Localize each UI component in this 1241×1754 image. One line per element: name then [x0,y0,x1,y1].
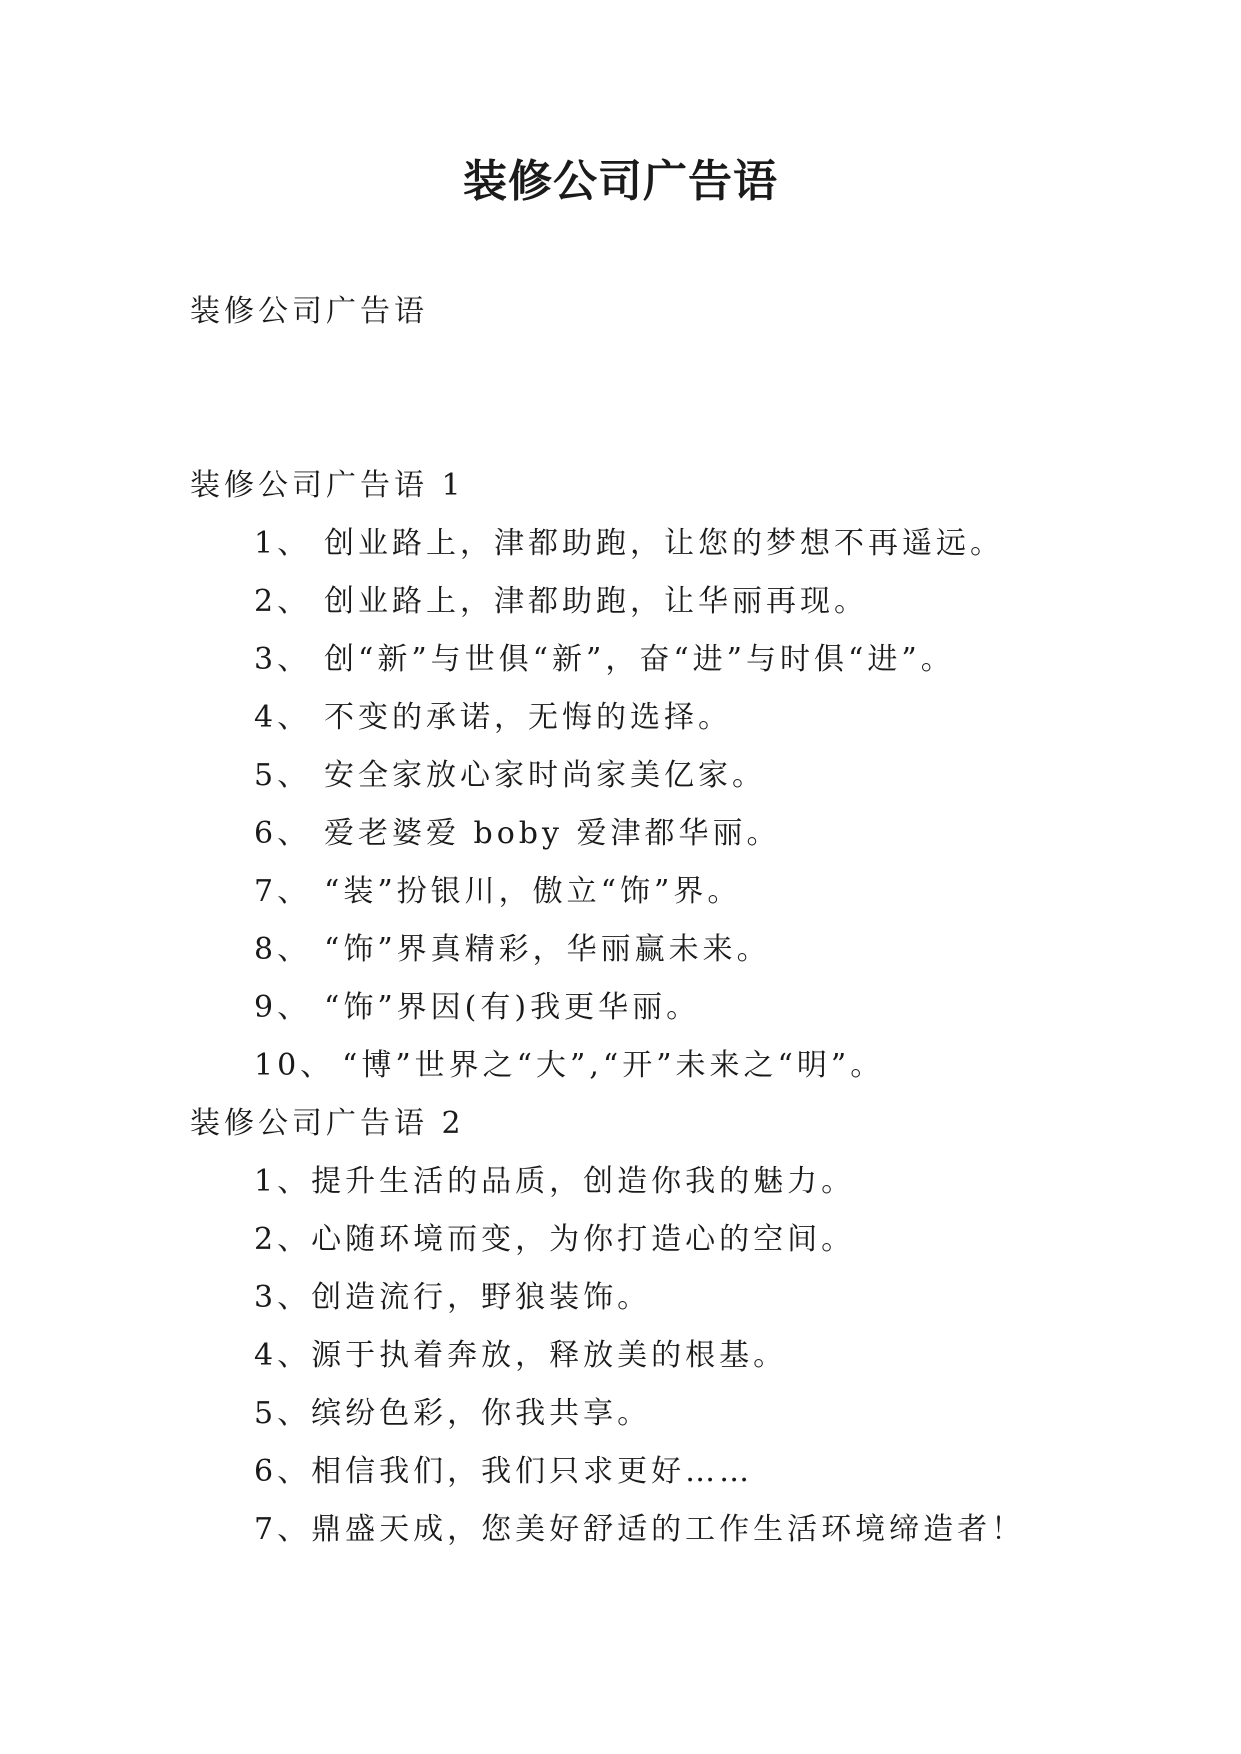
item-number: 3、 [254,1280,312,1315]
item-text: 创业路上，津都助跑，让您的梦想不再遥远。 [324,526,1004,561]
item-text: 爱老婆爱 boby 爱津都华丽。 [324,816,781,851]
item-text: “饰”界真精彩，华丽赢未来。 [324,932,771,967]
list-item [254,1046,884,1086]
list-item [254,756,766,796]
item-text: “博”世界之“大”,“开”未来之“明”。 [342,1048,885,1083]
item-text: 缤纷色彩，你我共享。 [311,1396,652,1431]
item-text: 创业路上，津都助跑，让华丽再现。 [324,584,868,619]
list-item [254,1336,787,1376]
item-text: “饰”界因(有)我更华丽。 [324,990,701,1025]
list-item [254,1452,753,1492]
item-text: 创造流行，野狼装饰。 [311,1280,652,1315]
list-item [254,582,868,622]
document-title: 装修公司广告语 [463,156,778,207]
item-number: 4、 [254,1338,312,1373]
item-number: 5、 [254,758,312,793]
list-item [254,930,771,970]
item-text: 源于执着奔放，释放美的根基。 [311,1338,788,1373]
list-item [254,1278,651,1318]
list-item [254,872,741,912]
list-item [254,1220,855,1260]
list-item [254,1394,651,1434]
item-number: 7、 [254,1512,312,1547]
section-heading-2: 装修公司广告语 2 [190,1106,465,1141]
item-number: 1、 [254,526,312,561]
item-text: 提升生活的品质，创造你我的魅力。 [311,1164,856,1199]
list-item [254,524,1004,564]
item-number: 6、 [254,816,312,851]
item-number: 7、 [254,874,312,909]
list-item [254,1510,1025,1550]
item-text: 鼎盛天成，您美好舒适的工作生活环境缔造者！ [311,1512,1026,1547]
item-number: 4、 [254,700,312,735]
list-item [254,814,781,854]
item-number: 1、 [254,1164,312,1199]
list-item [254,1162,855,1202]
item-text: 安全家放心家时尚家美亿家。 [324,758,766,793]
document-subtitle: 装修公司广告语 [190,294,428,329]
item-text: 不变的承诺，无悔的选择。 [324,700,732,735]
item-text: 相信我们，我们只求更好…… [311,1454,754,1489]
item-number: 8、 [254,932,312,967]
section-heading-1: 装修公司广告语 1 [190,468,465,503]
list-item [254,698,732,738]
item-text: 心随环境而变，为你打造心的空间。 [311,1222,856,1257]
item-number: 10、 [254,1048,335,1083]
item-number: 9、 [254,990,312,1025]
item-text: “装”扮银川，傲立“饰”界。 [324,874,742,909]
item-number: 6、 [254,1454,312,1489]
item-number: 3、 [254,642,312,677]
list-item [254,640,955,680]
list-item [254,988,700,1028]
item-number: 2、 [254,584,312,619]
item-text: 创“新”与世俱“新”，奋“进”与时俱“进”。 [324,642,955,677]
item-number: 5、 [254,1396,312,1431]
item-number: 2、 [254,1222,312,1257]
